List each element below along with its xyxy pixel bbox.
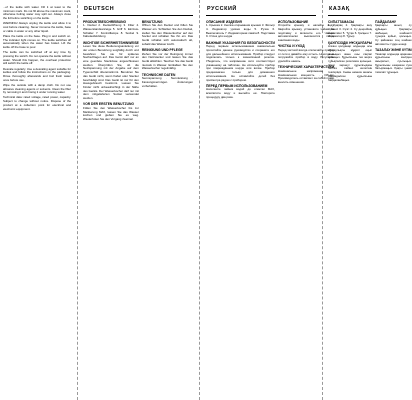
section-body: Тазалар алдында әрқашан құрылғыны желіден ажыратып, суытыңыз. Құрылғыны ешқашан суға батырмаңыз. Қақты үнемі тазалап тұрыңыз. (375, 51, 412, 75)
section-heading: ПАЙДАЛАНУ (375, 19, 397, 24)
section-heading: СИПАТТАМАСЫ (328, 19, 355, 24)
panel-kazakh (325, 0, 412, 400)
section-heading: ВАЖНЫЕ УКАЗАНИЯ ПО БЕЗОПАСНОСТИ (206, 40, 275, 45)
text-column (142, 18, 193, 123)
section-body: Откройте крышку и налейте воду. Закройте крышку, установите чайник на подставку и включите его. Чайник автоматически выключится после закипания воды. (277, 23, 335, 43)
section-body: Öffnen Sie den Deckel und füllen Sie Wasser ein. Schließen Sie den Deckel, stellen Sie den Wasserkocher auf den Sockel und schalten Sie ihn ein. Das Gerät schaltet sich automatisch ab, sobald das Wasser kocht. (141, 23, 193, 46)
text-column (375, 18, 412, 84)
panel-russian (203, 0, 335, 400)
section-body: ...of the kettle with water. Fill it at least to the minimum mark. Do not fill above the maximum mark, otherwise boiling water may spill out. Always close the lid before switching on the kettle. (3, 5, 71, 21)
section-heading: PRODUKTBESCHREIBUNG (83, 19, 127, 24)
text-column (0, 6, 74, 111)
section-heading: ОПИСАНИЕ ИЗДЕЛИЯ (206, 19, 242, 24)
section-body: Technical data: rated voltage, rated power, capacity. Subject to change without notice. Dispose of the product at a collection point for electrical and electronic equipment. (3, 95, 71, 111)
section-body: 1. Қақпақ 2. Қақпақты ашу түймесі 3. Сүзгі 4. Су деңгейінің көрсеткіші 5. Тұтқа 6. Қосқыш 7. Индикатор 8. Тұғыр (328, 23, 373, 39)
section-heading: ПЕРЕД ПЕРВЫМ ИСПОЛЬЗОВАНИЕМ (206, 83, 268, 88)
section-body: Алғаш қолданар алдында осы нұсқаулықты мұқият оқып шығыңыз және оны сақтап қойыңыз. Құрылғыны тек жерге тұйықталған розеткаға қосыңыз. Желі кернеуі құрылғыдағы белгіге сәйкес келетінін тексеріңіз. Сымы немесе ашасы зақымдалған құрылғыны пайдаланбаңыз. (328, 44, 373, 82)
header-rule (206, 15, 316, 16)
section-body: Place the kettle on the base. Plug in and switch on. The indicator light comes on. The kettle switches off automatically when the water has boiled. Lift the kettle off the base to pour. (3, 33, 71, 50)
section-body: Descale regularly. Use a descaling agent suitable for kettles and follow the instructions on the packaging. Rinse thoroughly afterwards and boil fresh water once before use. (3, 66, 71, 82)
section-body: Ziehen Sie vor der Reinigung immer den Netzstecker und lassen Sie das Gerät abkühlen. Tauchen Sie das Gerät niemals in Wasser. Entkalken Sie den Wasserkocher regelmäßig. (141, 51, 193, 71)
section-body: Қақпақты ашып, су құйыңыз. Қақпақты жабыңыз, шәйнекті тұғырға қойып, қосыңыз. Су қайнаған соң шәйнек автоматты түрде өшеді. (375, 23, 412, 46)
fold-line (199, 0, 200, 400)
section-body: Wipe the outside with a damp cloth. Do not use abrasive cleaning agents or solvents. Clean the filter by removing it and rinsing it under running water. (3, 82, 71, 95)
section-body: Lesen Sie diese Bedienungsanleitung vor der ersten Benutzung sorgfältig durch und bewahren Sie sie für späteres Nachschlagen auf. Das Gerät darf nur an eine geerdete Steckdose angeschlossen werden. Überprüfen Sie, ob die Netzspannung mit der Angabe auf dem Typenschild übereinstimmt. Benutzen Sie das Gerät nicht, wenn Kabel oder Stecker beschädigt sind. Das Gerät ist nur für den Hausgebrauch bestimmt. Lassen Sie Kinder nicht unbeaufsichtigt in der Nähe des Geräts. Der Wasserkocher darf nur mit dem mitgelieferten Sockel verwendet werden. (83, 44, 139, 101)
panel-language-header: РУССКИЙ (207, 6, 237, 12)
panel-language-header: КАЗАҚ (329, 6, 350, 12)
text-column (83, 18, 139, 123)
section-body: Перед первым использованием внимательно прочитайте данное руководство и сохраните его для дальнейшего использования. Прибор следует подключать только к заземлённой розетке. Убедитесь, что напряжение сети соответствует указанному на табличке. Не используйте прибор при повреждённом шнуре или вилке. Прибор предназначен только для домашнего использования. Не оставляйте детей без присмотра рядом с прибором. (206, 44, 275, 82)
section-heading: ЧИСТКА И УХОД (277, 44, 305, 49)
section-heading: VOR DER ERSTEN BENUTZUNG (83, 102, 134, 107)
text-column (328, 18, 372, 84)
section-body: Nennspannung · Nennleistung · Fassungsvermögen. Änderungen vorbehalten. (141, 76, 193, 88)
panel-language-header: DEUTSCH (84, 6, 115, 12)
section-heading: ТЕХНИЧЕСКИЕ ХАРАКТЕРИСТИКИ (277, 65, 335, 70)
header-rule (328, 15, 397, 16)
section-body: The kettle can be switched off at any time by pressing the switch. Do not operate the kettle without water. Should this happen, the overheat protection will switch the kettle off. (3, 50, 71, 66)
section-body: Наполните чайник водой до отметки MAX, вскипятите воду и вылейте её. Повторите процедуру два раза. (206, 87, 275, 99)
section-heading: ТАЗАЛАУ ЖӘНЕ КҮТІМ (375, 47, 412, 52)
section-heading: REINIGUNG UND PFLEGE (141, 47, 183, 52)
section-heading: ИСПОЛЬЗОВАНИЕ (277, 19, 309, 24)
section-body: Перед чисткой всегда отключайте прибор от сети и давайте ему остыть. Никогда не погружайте прибор в воду. Регулярно удаляйте накипь. (277, 47, 335, 64)
fold-line (77, 0, 78, 400)
section-body: Номинальное напряжение · Номинальная мощность · Объём. Производитель оставляет за собой право вносить изменения. (277, 68, 335, 85)
panel-continued-text (0, 0, 74, 400)
section-body: WARNING! Always unplug the kettle and allow it to cool before cleaning. Never immerse the kettle, base or cable in water or any other liquid. (3, 21, 71, 33)
section-heading: BENUTZUNG (141, 19, 163, 24)
section-body: Füllen Sie den Wasserkocher bis zur Markierung MAX, lassen Sie das Wasser kochen und gießen Sie es weg. Wiederholen Sie den Vorgang zweimal. (83, 105, 139, 122)
header-rule (83, 15, 193, 16)
text-column (206, 18, 275, 101)
section-body: 1. Deckel 2. Deckelöffnung 3. Filter 4. Wasserstandsanzeige 5. Griff 6. Ein/Aus-Schalter 7. Kontrolllampe 8. Sockel 9. Kabelaufwicklung (83, 23, 139, 39)
section-heading: TECHNISCHE DATEN (141, 72, 176, 77)
section-heading: WICHTIGE SICHERHEITSHINWEISE (83, 40, 139, 45)
section-body: 1. Крышка 2. Кнопка открывания крышки 3. Фильтр 4. Индикатор уровня воды 5. Ручка 6. Выключатель 7. Индикаторная лампа 8. Подставка 9. Отсек для шнура (206, 23, 275, 39)
panel-deutsch (80, 0, 196, 400)
section-heading: ҚАУІПСІЗДІК НҰСҚАУЛАРЫ (328, 40, 373, 45)
